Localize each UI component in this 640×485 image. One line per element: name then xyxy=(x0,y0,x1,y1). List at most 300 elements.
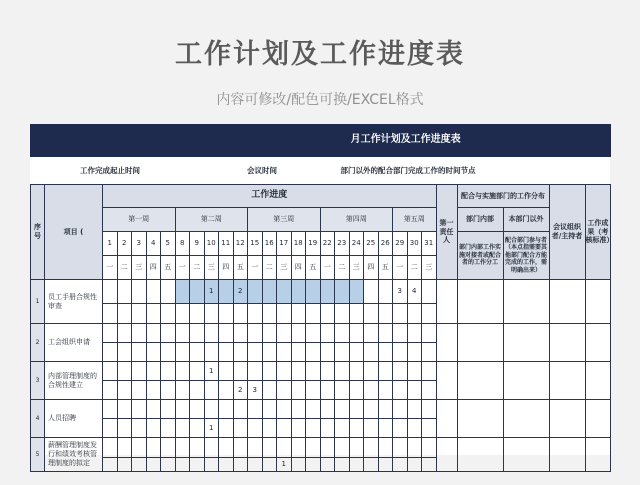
progress-cell[interactable] xyxy=(335,343,350,362)
detail-cell[interactable] xyxy=(457,362,503,400)
detail-cell[interactable] xyxy=(503,324,549,362)
progress-cell[interactable]: 1 xyxy=(204,362,219,381)
progress-cell[interactable] xyxy=(407,419,422,438)
progress-cell[interactable] xyxy=(320,438,335,458)
detail-cell[interactable] xyxy=(436,438,457,472)
progress-cell[interactable] xyxy=(190,324,205,343)
progress-cell[interactable] xyxy=(204,381,219,400)
progress-cell[interactable] xyxy=(132,324,147,343)
progress-cell[interactable] xyxy=(262,419,277,438)
progress-cell[interactable] xyxy=(233,458,248,472)
progress-cell[interactable] xyxy=(378,381,393,400)
progress-cell[interactable] xyxy=(117,324,132,343)
header-day[interactable]: 17 xyxy=(277,232,292,256)
progress-cell[interactable] xyxy=(393,458,408,472)
header-weekday[interactable]: 二 xyxy=(262,256,277,280)
progress-cell[interactable] xyxy=(248,304,263,324)
progress-cell[interactable] xyxy=(349,343,364,362)
progress-cell[interactable] xyxy=(175,381,190,400)
progress-cell[interactable] xyxy=(277,438,292,458)
progress-cell[interactable] xyxy=(422,381,437,400)
progress-cell[interactable] xyxy=(422,419,437,438)
header-day[interactable]: 18 xyxy=(291,232,306,256)
progress-cell[interactable] xyxy=(320,362,335,381)
detail-cell[interactable] xyxy=(457,400,503,438)
progress-cell[interactable] xyxy=(378,438,393,458)
progress-cell[interactable] xyxy=(335,438,350,458)
progress-cell[interactable] xyxy=(291,419,306,438)
progress-cell[interactable] xyxy=(103,400,118,419)
progress-cell[interactable] xyxy=(422,458,437,472)
progress-cell[interactable] xyxy=(161,438,176,458)
header-weekday[interactable]: 一 xyxy=(248,256,263,280)
progress-cell[interactable] xyxy=(320,381,335,400)
progress-cell[interactable] xyxy=(364,381,379,400)
progress-cell[interactable] xyxy=(407,324,422,343)
header-day[interactable]: 31 xyxy=(422,232,437,256)
header-day[interactable]: 2 xyxy=(117,232,132,256)
progress-cell[interactable] xyxy=(132,381,147,400)
progress-cell[interactable] xyxy=(103,362,118,381)
detail-cell[interactable] xyxy=(457,438,503,472)
progress-cell[interactable] xyxy=(349,400,364,419)
header-weekday[interactable]: 一 xyxy=(393,256,408,280)
progress-cell[interactable] xyxy=(393,362,408,381)
detail-cell[interactable] xyxy=(457,280,503,324)
progress-cell[interactable] xyxy=(378,400,393,419)
header-week[interactable]: 第五周 xyxy=(393,208,437,232)
progress-cell[interactable] xyxy=(349,438,364,458)
progress-cell[interactable] xyxy=(306,343,321,362)
progress-cell[interactable] xyxy=(248,419,263,438)
progress-cell[interactable] xyxy=(175,438,190,458)
progress-cell[interactable] xyxy=(364,304,379,324)
progress-cell[interactable] xyxy=(219,362,234,381)
header-owner[interactable]: 第一责任人 xyxy=(436,185,457,280)
progress-cell[interactable] xyxy=(190,343,205,362)
progress-cell[interactable] xyxy=(233,419,248,438)
progress-cell[interactable] xyxy=(320,419,335,438)
row-number[interactable]: 1 xyxy=(31,280,45,324)
progress-cell[interactable] xyxy=(117,458,132,472)
progress-cell[interactable] xyxy=(364,362,379,381)
row-number[interactable]: 3 xyxy=(31,362,45,400)
progress-cell[interactable] xyxy=(364,280,379,304)
progress-cell[interactable] xyxy=(378,343,393,362)
header-week[interactable]: 第一周 xyxy=(103,208,176,232)
progress-cell[interactable] xyxy=(219,343,234,362)
progress-cell[interactable]: 2 xyxy=(233,381,248,400)
progress-cell[interactable] xyxy=(306,362,321,381)
header-weekday[interactable]: 二 xyxy=(117,256,132,280)
progress-cell[interactable] xyxy=(277,381,292,400)
progress-cell[interactable] xyxy=(335,280,350,304)
progress-cell[interactable] xyxy=(117,343,132,362)
progress-cell[interactable] xyxy=(393,324,408,343)
progress-cell[interactable]: 4 xyxy=(407,280,422,304)
header-day[interactable]: 19 xyxy=(306,232,321,256)
header-day[interactable]: 29 xyxy=(393,232,408,256)
progress-cell[interactable] xyxy=(277,419,292,438)
progress-cell[interactable] xyxy=(190,362,205,381)
progress-cell[interactable] xyxy=(277,280,292,304)
progress-cell[interactable] xyxy=(393,419,408,438)
progress-cell[interactable]: 1 xyxy=(277,458,292,472)
row-number[interactable]: 5 xyxy=(31,438,45,472)
progress-cell[interactable] xyxy=(132,419,147,438)
progress-cell[interactable] xyxy=(262,381,277,400)
header-weekday[interactable]: 三 xyxy=(349,256,364,280)
progress-cell[interactable] xyxy=(393,381,408,400)
header-organizer[interactable]: 会议组织者/主持者 xyxy=(549,185,585,280)
header-day[interactable]: 15 xyxy=(248,232,263,256)
row-item[interactable]: 员工手册合规性审查 xyxy=(45,280,103,324)
header-weekday[interactable]: 二 xyxy=(190,256,205,280)
header-weekday[interactable]: 三 xyxy=(277,256,292,280)
progress-cell[interactable] xyxy=(378,458,393,472)
progress-cell[interactable] xyxy=(407,400,422,419)
progress-cell[interactable] xyxy=(190,304,205,324)
header-weekday[interactable]: 三 xyxy=(422,256,437,280)
progress-cell[interactable] xyxy=(277,324,292,343)
progress-cell[interactable] xyxy=(132,343,147,362)
progress-cell[interactable] xyxy=(248,362,263,381)
progress-cell[interactable] xyxy=(161,400,176,419)
progress-cell[interactable] xyxy=(132,304,147,324)
progress-cell[interactable] xyxy=(422,304,437,324)
header-internal-note[interactable]: 部门内部工作实施对接者或配合者的工作分工 xyxy=(457,232,503,280)
sheet-banner[interactable]: 月工作计划及工作进度表 xyxy=(31,125,611,157)
progress-cell[interactable] xyxy=(291,438,306,458)
progress-cell[interactable] xyxy=(146,362,161,381)
progress-cell[interactable] xyxy=(277,304,292,324)
detail-cell[interactable] xyxy=(436,324,457,362)
header-internal[interactable]: 部门内部 xyxy=(457,208,503,232)
progress-cell[interactable] xyxy=(262,304,277,324)
progress-cell[interactable] xyxy=(117,400,132,419)
progress-cell[interactable] xyxy=(161,280,176,304)
progress-cell[interactable] xyxy=(364,419,379,438)
progress-cell[interactable] xyxy=(306,458,321,472)
progress-cell[interactable] xyxy=(161,381,176,400)
progress-cell[interactable]: 1 xyxy=(204,419,219,438)
progress-cell[interactable] xyxy=(219,381,234,400)
progress-cell[interactable] xyxy=(117,362,132,381)
progress-cell[interactable] xyxy=(306,280,321,304)
row-item[interactable]: 薪酬管理制度发行和绩效考核管理制度的拟定 xyxy=(45,438,103,472)
progress-cell[interactable] xyxy=(219,324,234,343)
progress-cell[interactable] xyxy=(277,362,292,381)
progress-cell[interactable] xyxy=(132,438,147,458)
header-day[interactable]: 8 xyxy=(175,232,190,256)
header-day[interactable]: 3 xyxy=(132,232,147,256)
row-item[interactable]: 工会组织申请 xyxy=(45,324,103,362)
info-meeting-time[interactable]: 会议时间 xyxy=(190,157,335,185)
progress-cell[interactable] xyxy=(117,381,132,400)
progress-cell[interactable] xyxy=(103,324,118,343)
progress-cell[interactable] xyxy=(422,438,437,458)
header-weekday[interactable]: 三 xyxy=(132,256,147,280)
progress-cell[interactable] xyxy=(378,280,393,304)
progress-cell[interactable] xyxy=(349,419,364,438)
progress-cell[interactable] xyxy=(103,438,118,458)
header-day[interactable]: 24 xyxy=(349,232,364,256)
header-day[interactable]: 11 xyxy=(219,232,234,256)
progress-cell[interactable] xyxy=(335,304,350,324)
progress-cell[interactable] xyxy=(219,304,234,324)
header-day[interactable]: 10 xyxy=(204,232,219,256)
progress-cell[interactable] xyxy=(335,324,350,343)
progress-cell[interactable] xyxy=(320,458,335,472)
progress-cell[interactable] xyxy=(349,304,364,324)
progress-cell[interactable] xyxy=(262,400,277,419)
progress-cell[interactable] xyxy=(291,280,306,304)
progress-cell[interactable] xyxy=(349,280,364,304)
header-weekday[interactable]: 五 xyxy=(306,256,321,280)
progress-cell[interactable] xyxy=(407,343,422,362)
header-weekday[interactable]: 二 xyxy=(407,256,422,280)
header-day[interactable]: 4 xyxy=(146,232,161,256)
progress-cell[interactable] xyxy=(233,304,248,324)
header-week[interactable]: 第二周 xyxy=(175,208,248,232)
progress-cell[interactable] xyxy=(335,419,350,438)
progress-cell[interactable] xyxy=(291,400,306,419)
progress-cell[interactable] xyxy=(262,362,277,381)
progress-cell[interactable] xyxy=(378,362,393,381)
header-weekday[interactable]: 一 xyxy=(175,256,190,280)
header-week[interactable]: 第四周 xyxy=(320,208,393,232)
detail-cell[interactable] xyxy=(585,324,611,362)
progress-cell[interactable] xyxy=(190,438,205,458)
progress-cell[interactable] xyxy=(117,419,132,438)
progress-cell[interactable] xyxy=(175,400,190,419)
progress-cell[interactable] xyxy=(306,324,321,343)
progress-cell[interactable] xyxy=(117,280,132,304)
progress-cell[interactable] xyxy=(393,438,408,458)
progress-cell[interactable] xyxy=(393,343,408,362)
detail-cell[interactable] xyxy=(585,438,611,472)
progress-cell[interactable] xyxy=(161,343,176,362)
progress-cell[interactable] xyxy=(349,362,364,381)
info-time-range[interactable]: 工作完成起止时间 xyxy=(31,157,190,185)
progress-cell[interactable] xyxy=(233,438,248,458)
progress-cell[interactable]: 1 xyxy=(204,280,219,304)
progress-cell[interactable] xyxy=(407,381,422,400)
progress-cell[interactable] xyxy=(103,458,118,472)
header-weekday[interactable]: 五 xyxy=(233,256,248,280)
header-day[interactable]: 30 xyxy=(407,232,422,256)
progress-cell[interactable] xyxy=(103,419,118,438)
header-day[interactable]: 9 xyxy=(190,232,205,256)
progress-cell[interactable] xyxy=(320,324,335,343)
row-number[interactable]: 2 xyxy=(31,324,45,362)
progress-cell[interactable] xyxy=(364,343,379,362)
progress-cell[interactable] xyxy=(146,419,161,438)
progress-cell[interactable] xyxy=(146,343,161,362)
detail-cell[interactable] xyxy=(585,280,611,324)
progress-cell[interactable] xyxy=(291,381,306,400)
progress-cell[interactable] xyxy=(204,304,219,324)
progress-cell[interactable] xyxy=(204,324,219,343)
progress-cell[interactable] xyxy=(190,419,205,438)
row-item[interactable]: 人员招聘 xyxy=(45,400,103,438)
progress-cell[interactable] xyxy=(117,438,132,458)
header-weekday[interactable]: 一 xyxy=(103,256,118,280)
header-progress[interactable]: 工作进度 xyxy=(103,185,437,208)
progress-cell[interactable] xyxy=(248,343,263,362)
progress-cell[interactable] xyxy=(204,438,219,458)
header-day[interactable]: 22 xyxy=(320,232,335,256)
progress-cell[interactable] xyxy=(291,458,306,472)
progress-cell[interactable] xyxy=(132,400,147,419)
progress-cell[interactable] xyxy=(219,419,234,438)
detail-cell[interactable] xyxy=(549,324,585,362)
header-item[interactable]: 项目 ( xyxy=(45,185,103,280)
progress-cell[interactable] xyxy=(407,438,422,458)
progress-cell[interactable] xyxy=(378,419,393,438)
header-weekday[interactable]: 四 xyxy=(291,256,306,280)
progress-cell[interactable] xyxy=(175,304,190,324)
detail-cell[interactable] xyxy=(436,400,457,438)
progress-cell[interactable]: 2 xyxy=(233,280,248,304)
progress-cell[interactable] xyxy=(161,458,176,472)
progress-cell[interactable] xyxy=(277,400,292,419)
header-weekday[interactable]: 五 xyxy=(161,256,176,280)
progress-cell[interactable] xyxy=(407,458,422,472)
header-day[interactable]: 25 xyxy=(364,232,379,256)
info-dept-node[interactable]: 部门以外的配合部门完成工作的时间节点 xyxy=(335,157,611,185)
progress-cell[interactable] xyxy=(364,438,379,458)
progress-cell[interactable] xyxy=(233,362,248,381)
progress-cell[interactable] xyxy=(248,400,263,419)
progress-cell[interactable] xyxy=(320,400,335,419)
progress-cell[interactable] xyxy=(262,438,277,458)
progress-cell[interactable] xyxy=(248,458,263,472)
progress-cell[interactable] xyxy=(175,419,190,438)
header-weekday[interactable]: 四 xyxy=(219,256,234,280)
progress-cell[interactable] xyxy=(306,381,321,400)
progress-cell[interactable] xyxy=(204,458,219,472)
progress-cell[interactable] xyxy=(219,458,234,472)
progress-cell[interactable] xyxy=(248,324,263,343)
progress-cell[interactable] xyxy=(190,280,205,304)
detail-cell[interactable] xyxy=(549,400,585,438)
detail-cell[interactable] xyxy=(436,362,457,400)
header-weekday[interactable]: 二 xyxy=(335,256,350,280)
progress-cell[interactable] xyxy=(364,458,379,472)
progress-cell[interactable] xyxy=(175,362,190,381)
progress-cell[interactable] xyxy=(364,324,379,343)
progress-cell[interactable] xyxy=(262,458,277,472)
progress-cell[interactable] xyxy=(291,324,306,343)
progress-cell[interactable] xyxy=(378,304,393,324)
progress-cell[interactable] xyxy=(262,324,277,343)
progress-cell[interactable] xyxy=(262,343,277,362)
progress-cell[interactable] xyxy=(291,304,306,324)
detail-cell[interactable] xyxy=(503,400,549,438)
progress-cell[interactable] xyxy=(175,458,190,472)
progress-cell[interactable] xyxy=(219,438,234,458)
header-external[interactable]: 本部门以外 xyxy=(503,208,549,232)
header-day[interactable]: 26 xyxy=(378,232,393,256)
progress-cell[interactable] xyxy=(335,400,350,419)
detail-cell[interactable] xyxy=(585,362,611,400)
header-weekday[interactable]: 五 xyxy=(378,256,393,280)
progress-cell[interactable] xyxy=(335,381,350,400)
progress-cell[interactable] xyxy=(233,343,248,362)
progress-cell[interactable] xyxy=(132,362,147,381)
progress-cell[interactable] xyxy=(190,400,205,419)
progress-cell[interactable] xyxy=(320,343,335,362)
progress-cell[interactable] xyxy=(190,458,205,472)
progress-cell[interactable] xyxy=(248,438,263,458)
detail-cell[interactable] xyxy=(503,280,549,324)
progress-cell[interactable] xyxy=(219,400,234,419)
progress-cell[interactable] xyxy=(190,381,205,400)
progress-cell[interactable]: 3 xyxy=(248,381,263,400)
header-day[interactable]: 16 xyxy=(262,232,277,256)
progress-cell[interactable] xyxy=(422,400,437,419)
progress-cell[interactable]: 3 xyxy=(393,280,408,304)
detail-cell[interactable] xyxy=(503,438,549,472)
row-number[interactable]: 4 xyxy=(31,400,45,438)
detail-cell[interactable] xyxy=(503,362,549,400)
progress-cell[interactable] xyxy=(393,304,408,324)
progress-cell[interactable] xyxy=(248,280,263,304)
progress-cell[interactable] xyxy=(161,419,176,438)
progress-cell[interactable] xyxy=(422,362,437,381)
progress-cell[interactable] xyxy=(175,280,190,304)
progress-cell[interactable] xyxy=(349,324,364,343)
progress-cell[interactable] xyxy=(146,381,161,400)
progress-cell[interactable] xyxy=(335,362,350,381)
progress-cell[interactable] xyxy=(364,400,379,419)
progress-cell[interactable] xyxy=(161,324,176,343)
progress-cell[interactable] xyxy=(378,324,393,343)
progress-cell[interactable] xyxy=(233,400,248,419)
progress-cell[interactable] xyxy=(103,381,118,400)
progress-cell[interactable] xyxy=(349,381,364,400)
progress-cell[interactable] xyxy=(219,280,234,304)
progress-cell[interactable] xyxy=(132,280,147,304)
detail-cell[interactable] xyxy=(549,438,585,472)
progress-cell[interactable] xyxy=(161,362,176,381)
detail-cell[interactable] xyxy=(549,362,585,400)
progress-cell[interactable] xyxy=(204,343,219,362)
progress-cell[interactable] xyxy=(175,324,190,343)
progress-cell[interactable] xyxy=(306,304,321,324)
progress-cell[interactable] xyxy=(306,438,321,458)
header-weekday[interactable]: 四 xyxy=(364,256,379,280)
progress-cell[interactable] xyxy=(407,304,422,324)
progress-cell[interactable] xyxy=(146,304,161,324)
progress-cell[interactable] xyxy=(146,324,161,343)
progress-cell[interactable] xyxy=(306,400,321,419)
header-weekday[interactable]: 四 xyxy=(146,256,161,280)
progress-cell[interactable] xyxy=(233,324,248,343)
progress-cell[interactable] xyxy=(407,362,422,381)
header-weekday[interactable]: 一 xyxy=(320,256,335,280)
progress-cell[interactable] xyxy=(422,343,437,362)
header-coop[interactable]: 配合与实施部门的工作分布 xyxy=(457,185,549,208)
header-day[interactable]: 1 xyxy=(103,232,118,256)
progress-cell[interactable] xyxy=(146,438,161,458)
row-item[interactable]: 内部管理制度的合规性建立 xyxy=(45,362,103,400)
header-external-note[interactable]: 配合部门参与者（本点指需要其他部门配合方能完成的工作，需明确出来） xyxy=(503,232,549,280)
header-weekday[interactable]: 三 xyxy=(204,256,219,280)
progress-cell[interactable] xyxy=(103,343,118,362)
detail-cell[interactable] xyxy=(457,324,503,362)
